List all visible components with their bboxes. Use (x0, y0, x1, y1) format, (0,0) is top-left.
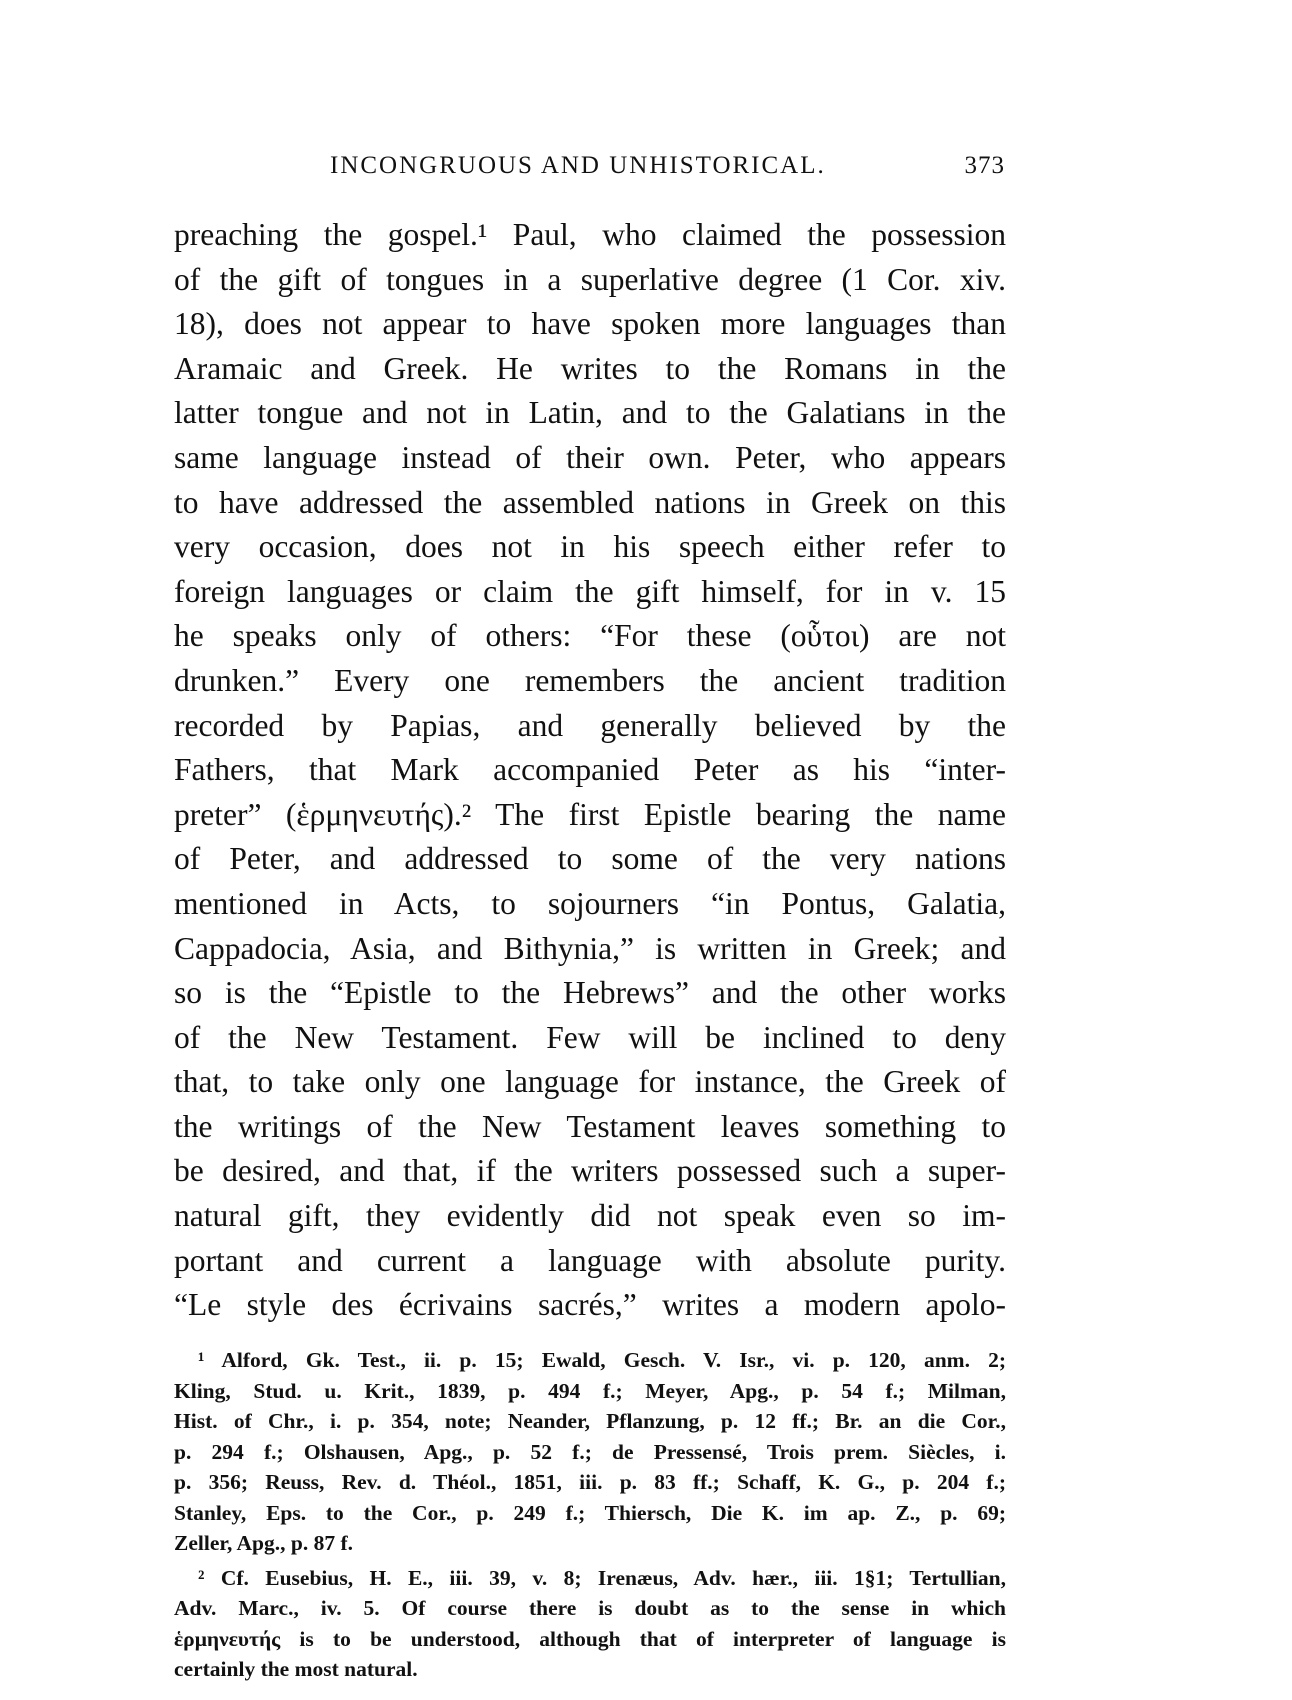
footnote-line: ἑρμηνευτής is to be understood, although that of interpreter of language is (174, 1626, 1006, 1651)
text-line: of the gift of tongues in a superlative degree (1 Cor. xiv. (174, 261, 1006, 297)
running-header (175, 152, 1005, 188)
footnotes (174, 1345, 1006, 1685)
text-line: to have addressed the assembled nations in Greek on this (174, 484, 1006, 520)
footnote-line: certainly the most natural. (174, 1657, 418, 1681)
footnote-line: Zeller, Apg., p. 87 f. (174, 1531, 353, 1555)
text-line: natural gift, they evidently did not speak even so im- (174, 1198, 1006, 1234)
text-line: foreign languages or claim the gift himself, for in v. 15 (174, 573, 1006, 609)
text-line: latter tongue and not in Latin, and to the Galatians in the (174, 395, 1006, 431)
text-line: that, to take only one language for instance, the Greek of (174, 1064, 1006, 1100)
text-line: drunken.” Every one remembers the ancient tradition (174, 662, 1006, 698)
main-text (174, 213, 1006, 1328)
text-line: recorded by Papias, and generally believed by the (174, 707, 1006, 743)
footnote-line: Hist. of Chr., i. p. 354, note; Neander, Pflanzung, p. 12 ff.; Br. an die Cor., (174, 1409, 1006, 1433)
text-line: of Peter, and addressed to some of the very nations (174, 841, 1006, 877)
footnote-line: Stanley, Eps. to the Cor., p. 249 f.; Thiersch, Die K. im ap. Z., p. 69; (174, 1500, 1006, 1525)
text-line: “Le style des écrivains sacrés,” writes a modern apolo- (174, 1287, 1006, 1323)
footnote-line: p. 294 f.; Olshausen, Apg., p. 52 f.; de Pressensé, Trois prem. Siècles, i. (174, 1439, 1006, 1464)
footnote-line: Kling, Stud. u. Krit., 1839, p. 494 f.; Meyer, Apg., p. 54 f.; Milman, (174, 1378, 1006, 1403)
text-line: portant and current a language with absolute purity. (174, 1242, 1006, 1278)
text-line: mentioned in Acts, to sojourners “in Pontus, Galatia, (174, 885, 1006, 921)
text-line: Aramaic and Greek. He writes to the Romans in the (174, 350, 1006, 386)
text-line: preter” (ἑρμηνευτής).² The first Epistle bearing the name (174, 796, 1006, 832)
text-line: be desired, and that, if the writers possessed such a super- (174, 1153, 1006, 1189)
running-title: INCONGRUOUS AND UNHISTORICAL. (330, 152, 826, 179)
footnote-line: p. 356; Reuss, Rev. d. Théol., 1851, iii. p. 83 ff.; Schaff, K. G., p. 204 f.; (174, 1470, 1006, 1494)
footnote-1 (174, 1345, 1006, 1559)
text-line: of the New Testament. Few will be inclined to deny (174, 1019, 1006, 1055)
text-line: preaching the gospel.¹ Paul, who claimed the possession (174, 217, 1006, 252)
text-line: so is the “Epistle to the Hebrews” and the other works (174, 975, 1006, 1011)
text-line: same language instead of their own. Peter, who appears (174, 439, 1006, 475)
text-line: Cappadocia, Asia, and Bithynia,” is written in Greek; and (174, 930, 1006, 966)
text-line: very occasion, does not in his speech either refer to (174, 529, 1006, 565)
text-line: 18), does not appear to have spoken more languages than (174, 306, 1006, 342)
text-line: the writings of the New Testament leaves something to (174, 1108, 1006, 1144)
footnote-line: ² Cf. Eusebius, H. E., iii. 39, v. 8; Irenæus, Adv. hær., iii. 1§1; Tertullian, (198, 1565, 1006, 1590)
footnote-line: ¹ Alford, Gk. Test., ii. p. 15; Ewald, Gesch. V. Isr., vi. p. 120, anm. 2; (198, 1348, 1006, 1372)
text-line: he speaks only of others: “For these (οὗτοι) are not (174, 618, 1006, 654)
text-line: Fathers, that Mark accompanied Peter as his “inter- (174, 752, 1006, 788)
page-number: 373 (964, 152, 1005, 179)
footnote-2 (174, 1563, 1006, 1685)
footnote-line: Adv. Marc., iv. 5. Of course there is doubt as to the sense in which (174, 1596, 1006, 1620)
